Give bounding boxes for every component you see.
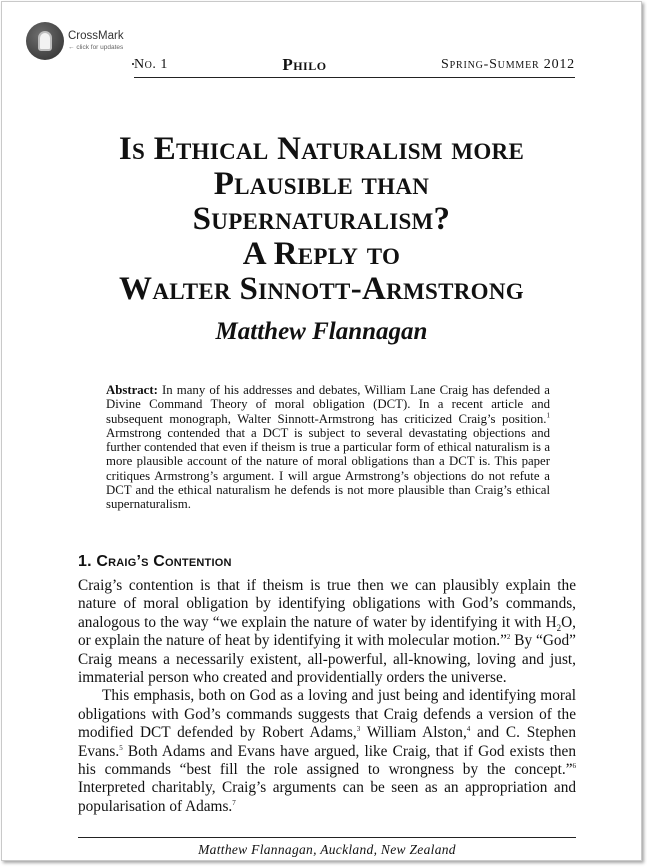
running-header (134, 52, 575, 78)
title-line: Plausible than (213, 166, 430, 202)
title-line: Is Ethical Naturalism more (118, 131, 525, 167)
issue-season: Spring-Summer 2012 (441, 57, 575, 72)
abstract-text: In many of his addresses and debates, William Lane Craig has defended a Divine Command Theory of moral obligation (DCT). In a recent article and subsequent monograph, Walter Sinnott-Armstrong has criticized Craig’s position. (106, 383, 550, 426)
journal-page (1, 1, 642, 861)
title-line: Supernaturalism? (192, 201, 451, 237)
crossmark-bookmark-icon (38, 31, 52, 51)
footnote-ref[interactable]: 7 (232, 798, 236, 807)
title-line: Walter Sinnott-Armstrong (119, 271, 524, 307)
issue-number: No. 1 (134, 57, 168, 72)
abstract-text: Armstrong contended that a DCT is subject to several devastating objections and further contended that even if theism is true a particular form of ethical naturalism is a more plausible account of the nature of moral obligations than a DCT is. This paper critiques Armstrong’s argument. I will argue Armstrong’s objections do not refute a DCT and the ethical naturalism he defends is not more plausible than Craig’s ethical supernaturalism. (106, 425, 550, 512)
footnote-ref[interactable]: 5 (119, 743, 123, 752)
title-line: A Reply to (242, 236, 401, 272)
abstract-label: Abstract: (106, 383, 158, 397)
footnote-ref[interactable]: 4 (466, 725, 471, 734)
footnote-ref[interactable]: 1 (546, 411, 550, 420)
journal-name: Philo (282, 55, 327, 74)
footnote-ref[interactable]: 3 (356, 725, 361, 734)
subscript: 2 (556, 622, 562, 633)
crossmark-title: CrossMark (68, 30, 124, 42)
author-affiliation: Matthew Flannagan, Auckland, New Zealand (198, 842, 456, 857)
body-text (78, 577, 576, 816)
crossmark-label[interactable] (68, 31, 124, 51)
section-heading: 1. Craig’s Contention (78, 553, 232, 570)
crossmark-icon[interactable] (26, 22, 64, 60)
paragraph: Craig’s contention is that if theism is true then we can plausibly explain the nature of moral obligation by identifying obligations with God’s commands, analogous to the way “we explain the nature of water by identifying it with $H_2O$, or explain the nature of heat by identifying it with molecular motion.”$^2$ By “God” Craig means a necessarily existent, all-powerful, all-knowing, loving and just, immaterial person who created and providentially orders the universe. (78, 577, 576, 687)
paragraph: This emphasis, both on God as a loving and just being and identifying moral obligations with God’s commands suggests that Craig defends a version of the modified DCT defended by Robert Adams,$^3$ William Alston,$^4$ and C. Stephen Evans.$^5$ Both Adams and Evans have argued, like Craig, that if God exists then his commands “best fill the role assigned to wrongness by the concept.”$^6$ Interpreted charitably, Craig’s arguments can be seen as an appropriation and popularisation of Adams.$^7$ (78, 687, 576, 815)
footer-divider (78, 837, 576, 838)
abstract (106, 383, 550, 512)
footnote-ref[interactable]: 6 (572, 761, 576, 770)
footnote-ref[interactable]: 2 (506, 633, 511, 642)
article-author: Matthew Flannagan (215, 318, 428, 345)
crossmark-badge[interactable] (26, 22, 124, 60)
crossmark-subtitle: ← click for updates (68, 43, 124, 51)
article-title (42, 132, 601, 307)
